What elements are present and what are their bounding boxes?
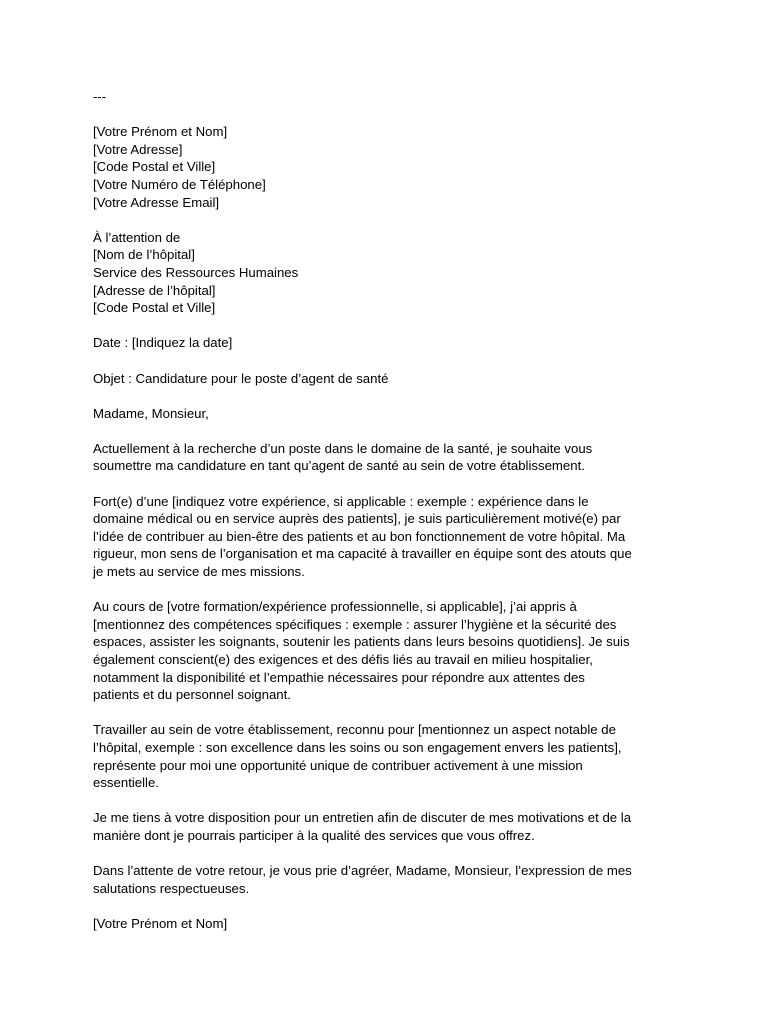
paragraph-line: patients et du personnel soignant. — [93, 687, 291, 703]
recipient-hospital-address: [Adresse de l’hôpital] — [93, 282, 216, 298]
paragraph-line: Au cours de [votre formation/expérience professionnelle, si applicable], j’ai appris à — [93, 599, 577, 615]
sender-email: [Votre Adresse Email] — [93, 194, 220, 210]
letter-salutation: Madame, Monsieur, — [93, 405, 209, 421]
paragraph-line: Travailler au sein de votre établissement, reconnu pour [mentionnez un aspect notable de — [93, 722, 616, 738]
sender-name: [Votre Prénom et Nom] — [93, 124, 228, 140]
paragraph-line: Je me tiens à votre disposition pour un entretien afin de discuter de mes motivations et de la — [93, 810, 632, 826]
letter-document — [93, 88, 693, 950]
letter-subject: Objet : Candidature pour le poste d’agent de santé — [93, 370, 389, 386]
letter-body — [93, 440, 693, 897]
paragraph-line: Dans l’attente de votre retour, je vous prie d’agréer, Madame, Monsieur, l’expression de mes — [93, 863, 632, 879]
paragraph-line: je mets au service de mes missions. — [93, 564, 305, 580]
paragraph-line: représente pour moi une opportunité unique de contribuer activement à une mission — [93, 757, 583, 773]
paragraph-line: notamment la disponibilité et l’empathie nécessaires pour répondre aux attentes des — [93, 669, 585, 685]
paragraph-line: également conscient(e) des exigences et des défis liés au travail en milieu hospitalier, — [93, 652, 593, 667]
paragraph-line: Fort(e) d’une [indiquez votre expérience, si applicable : exemple : expérience dans le — [93, 493, 589, 509]
paragraph-line: manière dont je pourrais participer à la qualité des services que vous offrez. — [93, 827, 535, 843]
body-paragraph — [93, 721, 693, 791]
body-paragraph — [93, 862, 693, 897]
separator-line — [93, 88, 693, 106]
body-paragraph — [93, 440, 693, 475]
paragraph-line: l’idée de contribuer au bien-être des patients et au bon fonctionnement de votre hôpital. Ma — [93, 528, 626, 544]
salutation-block — [93, 405, 693, 423]
subject-block — [93, 370, 693, 388]
body-paragraph — [93, 598, 693, 704]
sender-address: [Votre Adresse] — [93, 141, 183, 157]
separator: --- — [93, 89, 107, 104]
recipient-attention: À l’attention de — [93, 229, 181, 245]
letter-date: Date : [Indiquez la date] — [93, 335, 233, 351]
body-paragraph — [93, 493, 693, 581]
recipient-postal-city: [Code Postal et Ville] — [93, 300, 216, 316]
paragraph-line: salutations respectueuses. — [93, 880, 250, 896]
recipient-block — [93, 229, 693, 317]
paragraph-line: l’hôpital, exemple : son excellence dans les soins ou son engagement envers les patients], — [93, 739, 622, 755]
paragraph-line: soumettre ma candidature en tant qu’agent de santé au sein de votre établissement. — [93, 458, 585, 474]
paragraph-line: rigueur, mon sens de l’organisation et ma capacité à travailler en équipe sont des atouts que — [93, 546, 632, 562]
paragraph-line: [mentionnez des compétences spécifiques : exemple : assurer l’hygiène et la sécurité des — [93, 616, 617, 632]
sender-postal-city: [Code Postal et Ville] — [93, 159, 216, 175]
sender-block — [93, 123, 693, 211]
sender-phone: [Votre Numéro de Téléphone] — [93, 176, 266, 192]
body-paragraph — [93, 809, 693, 844]
recipient-hospital-name: [Nom de l’hôpital] — [93, 247, 195, 263]
date-block — [93, 334, 693, 352]
paragraph-line: domaine médical ou en service auprès des patients], je suis particulièrement motivé(e) par — [93, 511, 621, 527]
signature-block — [93, 915, 693, 933]
paragraph-line: Actuellement à la recherche d’un poste dans le domaine de la santé, je souhaite vous — [93, 440, 593, 456]
paragraph-line: essentielle. — [93, 775, 159, 791]
paragraph-line: espaces, assister les soignants, soutenir les patients dans leurs besoins quotidiens]. Je suis — [93, 634, 630, 650]
letter-signature: [Votre Prénom et Nom] — [93, 915, 228, 931]
recipient-department: Service des Ressources Humaines — [93, 264, 299, 280]
